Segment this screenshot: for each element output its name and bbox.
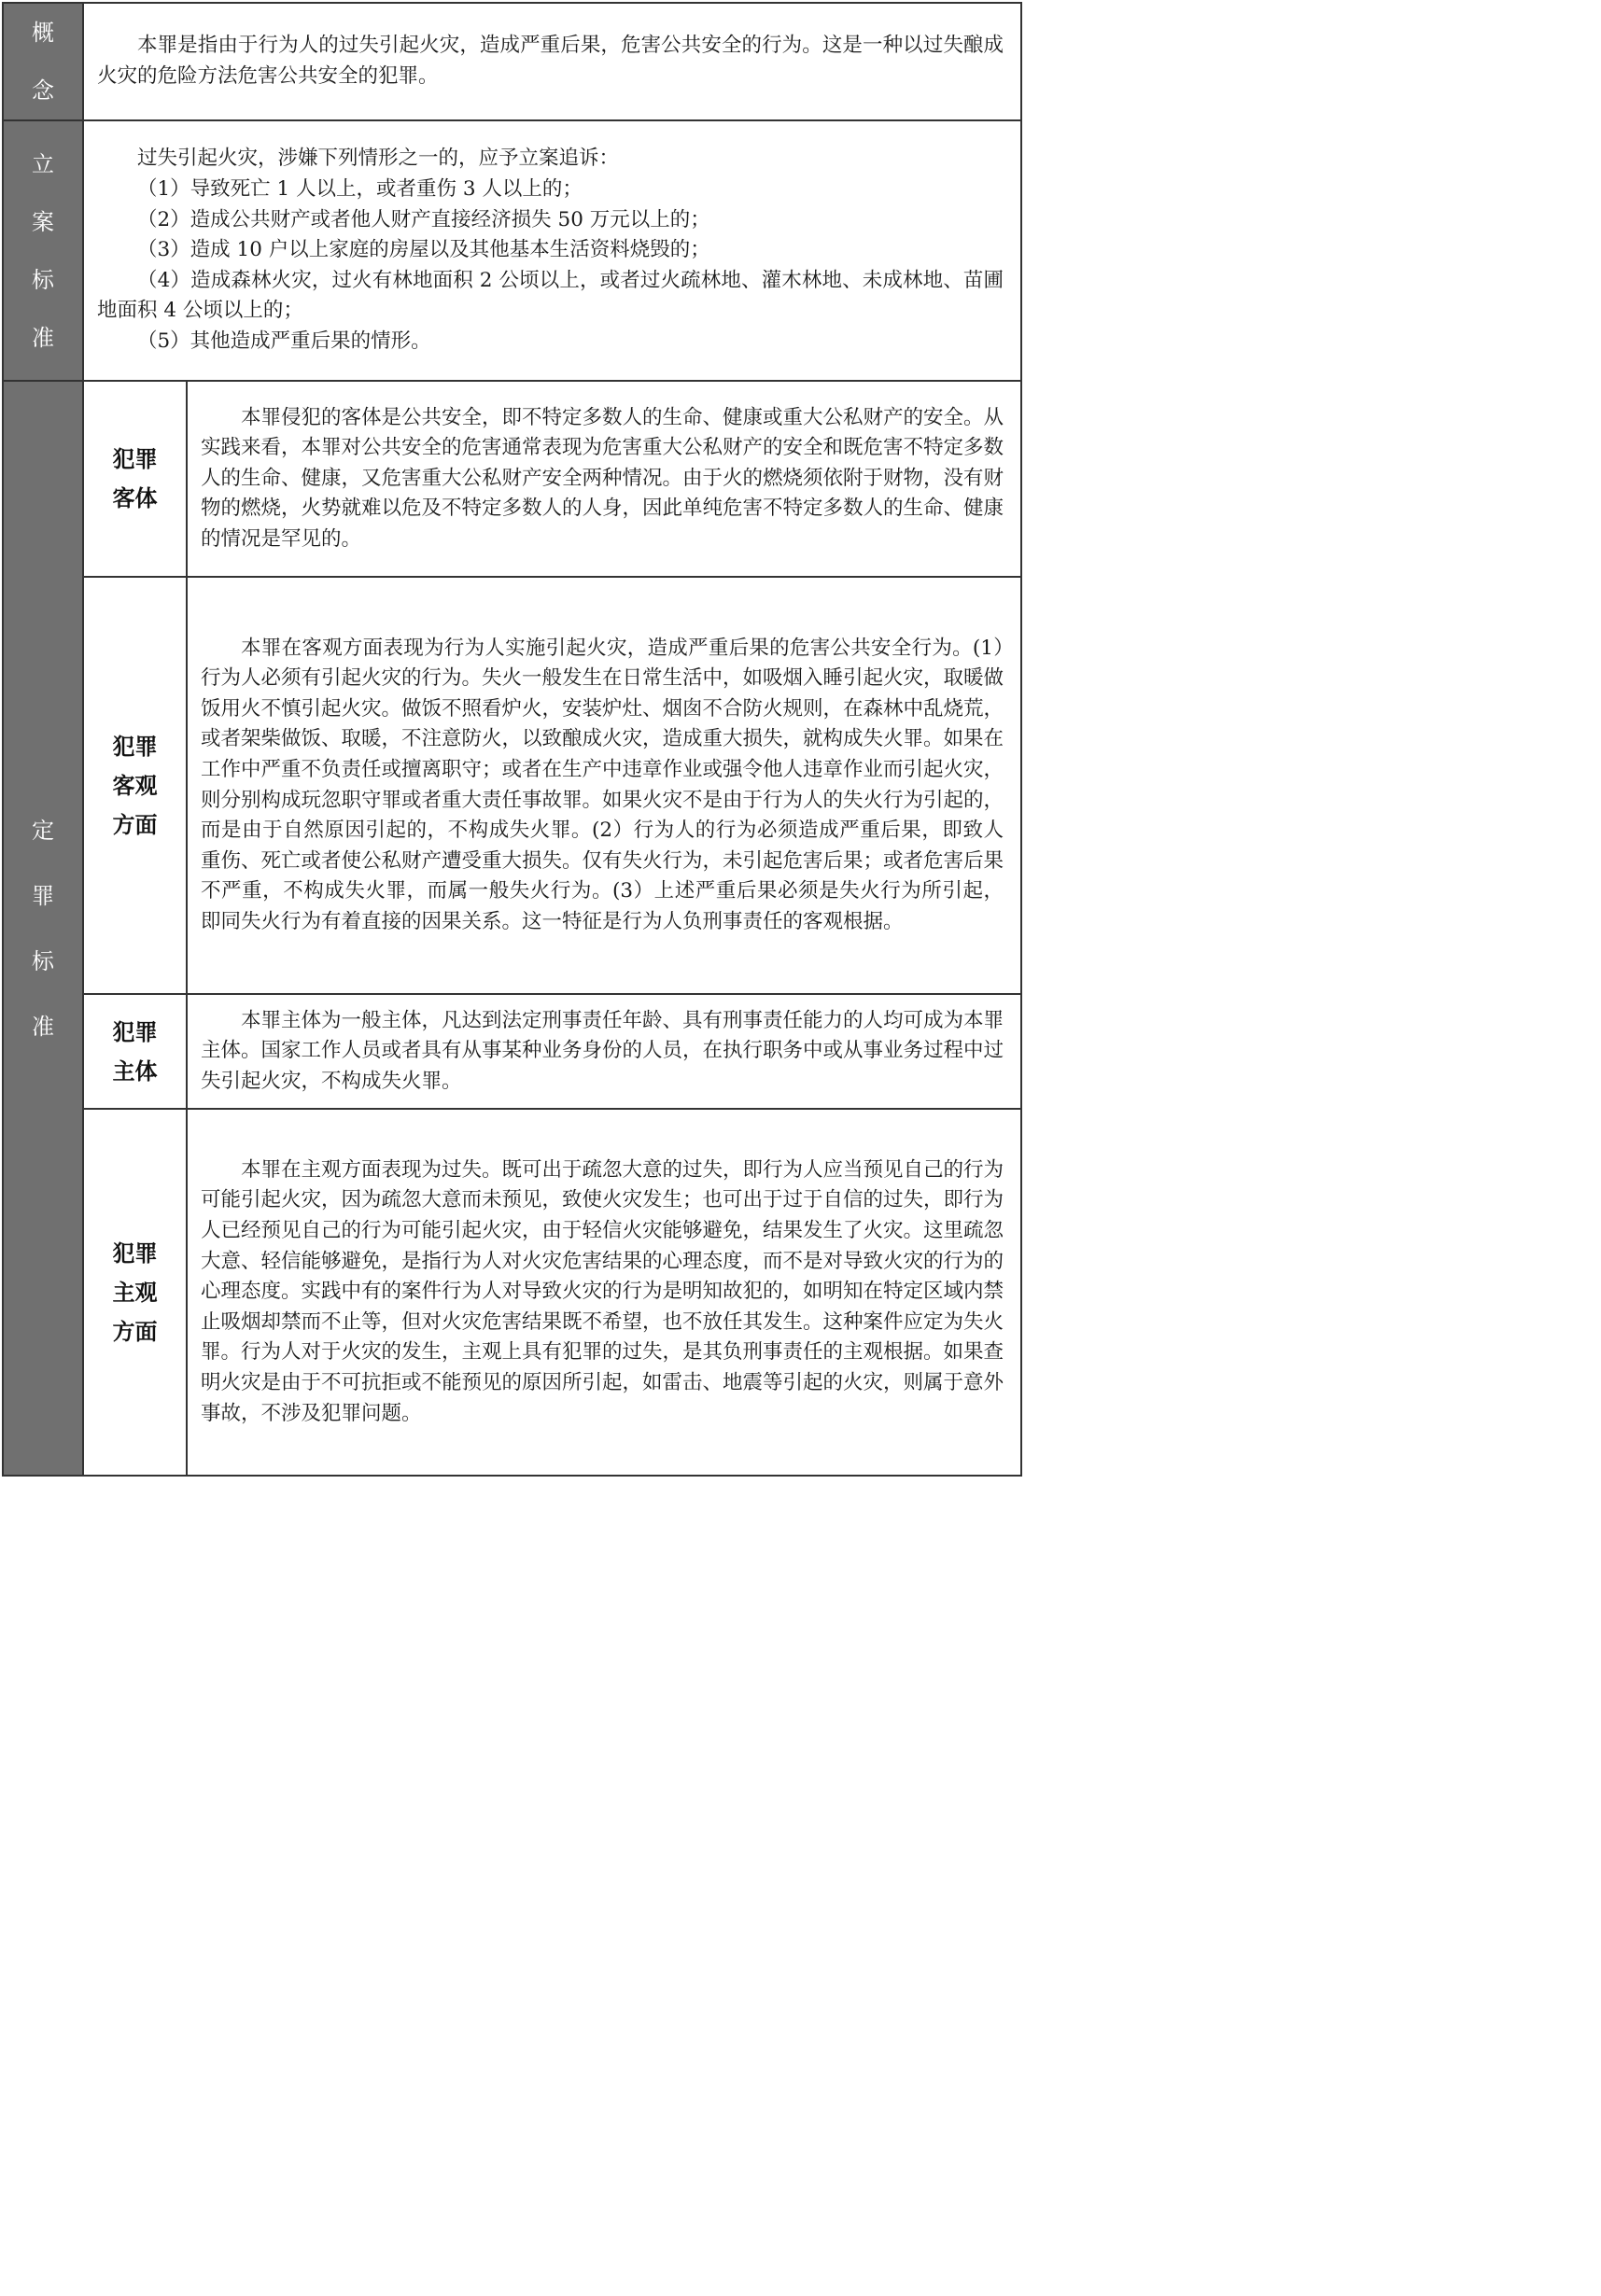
conviction-header-char: 标 <box>32 947 54 974</box>
objective-aspect-cell <box>187 577 1021 994</box>
object-cell <box>187 381 1021 577</box>
filing-item: （3）造成 10 户以上家庭的房屋以及其他基本生活资料烧毁的； <box>137 238 710 262</box>
subject-cell <box>187 994 1021 1109</box>
object-text: 本罪侵犯的客体是公共安全，即不特定多数人的生命、健康或重大公私财产的安全。从实践来看，本罪对公共安全的危害通常表现为危害重大公私财产的安全和既危害不特定多数人的生命、健康，又危害重大公私财产安全两种情况。由于火的燃烧须依附于财物，没有财物的燃烧，火势就难以危及不特定多数人的人身，因此单纯危害不特定多数人的生命、健康的情况是罕见的。 <box>201 405 1004 551</box>
subjective-aspect-cell <box>187 1109 1021 1476</box>
subjective-aspect-label <box>83 1109 187 1476</box>
objective-aspect-text: 本罪在客观方面表现为行为人实施引起火灾，造成严重后果的危害公共安全行为。(1）行为人必须有引起火灾的行为。失火一般发生在日常生活中，如吸烟入睡引起火灾，取暖做饭用火不慎引起火灾。做饭不照看炉火，安装炉灶、烟囱不合防火规则，在森林中乱烧荒，或者架柴做饭、取暖，不注意防火，以致酿成火灾，造成重大损失，就构成失火罪。如果在工作中严重不负责任或擅离职守；或者在生产中违章作业或强令他人违章作业而引起火灾，则分别构成玩忽职守罪或者重大责任事故罪。如果火灾不是由于行为人的失火行为引起的，而是由于自然原因引起的，不构成失火罪。(2）行为人的行为必须造成严重后果，即致人重伤、死亡或者使公私财产遭受重大损失。仅有失火行为，未引起危害后果；或者危害后果不严重，不构成失火罪，而属一般失火行为。(3）上述严重后果必须是失火行为所引起，即同失火行为有着直接的因果关系。这一特征是行为人负刑事责任的客观根据。 <box>201 636 1004 933</box>
concept-header <box>3 3 83 120</box>
concept-cell <box>83 3 1021 120</box>
filing-intro: 过失引起火灾，涉嫌下列情形之一的，应予立案追诉： <box>137 147 620 171</box>
filing-header-char: 案 <box>32 208 54 235</box>
label-line: 犯罪 <box>112 445 158 472</box>
filing-header-char: 标 <box>32 266 54 293</box>
concept-header-char: 概 <box>32 20 54 46</box>
filing-header <box>3 120 83 381</box>
filing-item: （1）导致死亡 1 人以上，或者重伤 3 人以上的； <box>137 177 583 202</box>
subjective-aspect-text: 本罪在主观方面表现为过失。既可出于疏忽大意的过失，即行为人应当预见自己的行为可能引起火灾，因为疏忽大意而未预见，致使火灾发生；也可出于过于自信的过失，即行为人已经预见自己的行为可能引起火灾，由于轻信火灾能够避免，结果发生了火灾。这里疏忽大意、轻信能够避免，是指行为人对火灾危害结果的心理态度，而不是对导致火灾的行为的心理态度。实践中有的案件行为人对导致火灾的行为是明知故犯的，如明知在特定区域内禁止吸烟却禁而不止等，但对火灾危害结果既不希望，也不放任其发生。这种案件应定为失火罪。行为人对于火灾的发生，主观上具有犯罪的过失，是其负刑事责任的主观根据。如果查明火灾是由于不可抗拒或不能预见的原因所引起，如雷击、地震等引起的火灾，则属于意外事故，不涉及犯罪问题。 <box>201 1157 1004 1425</box>
filing-item: （5）其他造成严重后果的情形。 <box>137 329 431 353</box>
conviction-header-char: 罪 <box>32 882 54 909</box>
concept-text: 本罪是指由于行为人的过失引起火灾，造成严重后果，危害公共安全的行为。这是一种以过失酿成火灾的危险方法危害公共安全的犯罪。 <box>97 34 1004 88</box>
label-line: 主观 <box>112 1278 158 1306</box>
filing-header-char: 准 <box>32 324 54 351</box>
label-line: 客体 <box>112 484 158 511</box>
filing-cell <box>83 120 1021 381</box>
label-line: 犯罪 <box>112 732 158 760</box>
filing-item: （4）造成森林火灾，过火有林地面积 2 公顷以上，或者过火疏林地、灌木林地、未成林地、苗圃地面积 4 公顷以上的； <box>97 268 1004 323</box>
label-line: 犯罪 <box>112 1239 158 1267</box>
label-line: 犯罪 <box>112 1017 158 1045</box>
filing-header-char: 立 <box>32 150 54 177</box>
label-line: 方面 <box>112 1317 158 1345</box>
object-label <box>83 381 187 577</box>
label-line: 主体 <box>112 1057 158 1085</box>
label-line: 方面 <box>112 810 158 838</box>
objective-aspect-label <box>83 577 187 994</box>
crime-table <box>2 2 1022 1477</box>
conviction-header <box>3 381 83 1476</box>
conviction-header-char: 准 <box>32 1013 54 1040</box>
subject-label <box>83 994 187 1109</box>
conviction-header-char: 定 <box>32 817 54 844</box>
filing-item: （2）造成公共财产或者他人财产直接经济损失 50 万元以上的； <box>137 207 710 231</box>
label-line: 客观 <box>112 771 158 799</box>
concept-header-char: 念 <box>32 77 54 104</box>
subject-text: 本罪主体为一般主体，凡达到法定刑事责任年龄、具有刑事责任能力的人均可成为本罪主体。国家工作人员或者具有从事某种业务身份的人员，在执行职务中或从事业务过程中过失引起火灾，不构成失火罪。 <box>201 1008 1004 1093</box>
